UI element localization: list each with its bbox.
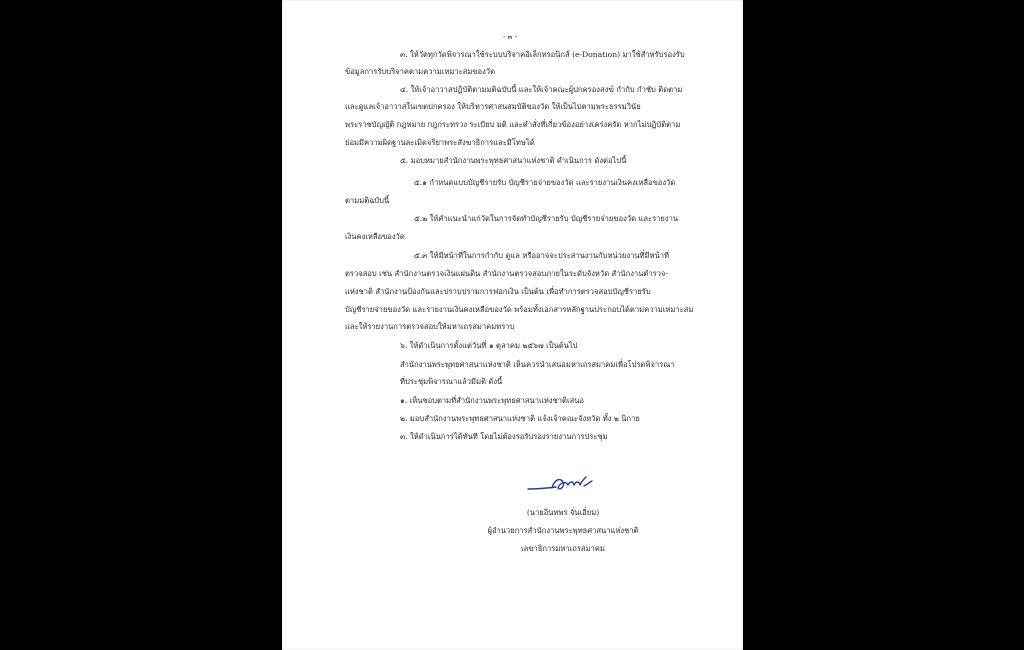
text-line: ข้อมูลการรับบริจาคตามความเหมาะสมของวัด	[345, 67, 496, 76]
text-line: ๕.๒ ให้คำแนะนำแก่วัดในการจัดทำบัญชีรายรับ บัญชีรายจ่ายของวัด และรายงาน	[414, 214, 679, 223]
text-line: ที่ประชุมพิจารณาแล้วมีมติ ดังนี้	[400, 377, 503, 386]
text-line: ตรวจสอบ เช่น สำนักงานตรวจเงินแผ่นดิน สำนักงานตรวจสอบภายในระดับจังหวัด สำนักงานตำรวจ-	[345, 269, 668, 278]
document-page	[282, 0, 743, 650]
text-line: เงินคงเหลือของวัด	[345, 232, 405, 241]
text-line: บัญชีรายจ่ายของวัด และรายงานเงินคงเหลือของวัด พร้อมทั้งเอกสารหลักฐานประกอบได้ตามความเหมาะสม	[345, 305, 694, 314]
text-line: และดูแลเจ้าอาวาสในเขตปกครอง ให้บริหารศาสนสมบัติของวัด ให้เป็นไปตามพระธรรมวินัย	[345, 102, 641, 111]
text-line: และให้รายงานการตรวจสอบให้มหาเถรสมาคมทราบ	[345, 322, 515, 331]
handwritten-signature	[526, 472, 606, 496]
text-line: ๔. ให้เจ้าอาวาสปฏิบัติตามมติฉบับนี้ และให้เจ้าคณะผู้ปกครองสงฆ์ กำกับ กำชับ ติดตาม	[400, 85, 683, 94]
text-line: ๖. ให้ดำเนินการตั้งแต่วันที่ ๑ ตุลาคม ๒๕๖๗ เป็นต้นไป	[400, 341, 578, 350]
signatory-role: เลขาธิการมหาเถรสมาคม	[521, 544, 605, 553]
text-line: พระราชบัญญัติ กฎหมาย กฎกระทรวง ระเบียบ มติ และคำสั่งที่เกี่ยวข้องอย่างเคร่งครัด หากไม่ปฏิบัติตาม	[345, 120, 681, 129]
text-line: สำนักงานพระพุทธศาสนาแห่งชาติ เห็นควรนำเสนอมหาเถรสมาคมเพื่อโปรดพิจารณา	[400, 360, 675, 369]
text-line: ตามมติฉบับนี้	[345, 196, 390, 205]
text-line: ๓. ให้ดำเนินการได้ทันที โดยไม่ต้องรอรับรองรายงานการประชุม	[400, 432, 608, 441]
text-line: ๕.๑ กำหนดแบบบัญชีรายรับ บัญชีรายจ่ายของวัด และรายงานเงินคงเหลือของวัด	[414, 178, 676, 187]
text-line: ๕.๓ ให้มีหน้าที่ในการกำกับ ดูแล หรืออาจจะประสานงานกับหน่วยงานที่มีหน้าที่	[414, 251, 670, 260]
page-number: - ๓ -	[503, 33, 517, 41]
signatory-position: ผู้อำนวยการสำนักงานพระพุทธศาสนาแห่งชาติ	[487, 526, 639, 535]
text-line: แห่งชาติ สำนักงานป้องกันและปราบปรามการฟอกเงิน เป็นต้น เพื่อทำการตรวจสอบบัญชีรายรับ	[345, 287, 651, 296]
text-line: ๕. มอบหมายสำนักงานพระพุทธศาสนาแห่งชาติ ดำเนินการ ดังต่อไปนี้	[400, 156, 627, 165]
text-line: ย่อมมีความผิดฐานละเมิดจริยาพระสังฆาธิการและมีโทษได้	[345, 138, 535, 147]
text-line: ๑. เห็นชอบตามที่สำนักงานพระพุทธศาสนาแห่งชาติเสนอ	[400, 396, 584, 405]
text-line: ๓. ให้วัดทุกวัดพิจารณาใช้ระบบบริจาคอิเล็กทรอนิกส์ (e-Donation) มาใช้สำหรับรองรับ	[400, 50, 685, 59]
text-line: ๒. มอบสำนักงานพระพุทธศาสนาแห่งชาติ แจ้งเจ้าคณะจังหวัด ทั้ง ๒ นิกาย	[400, 414, 640, 423]
signatory-name: (นายอินทพร จั่นเอี่ยม)	[526, 508, 600, 517]
